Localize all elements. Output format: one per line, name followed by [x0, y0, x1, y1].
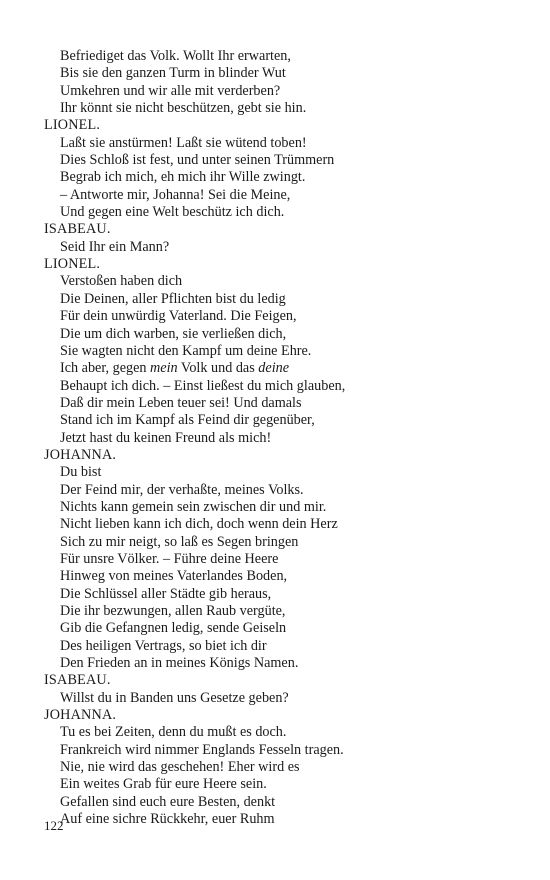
speaker-name: JOHANNA. — [44, 446, 117, 463]
verse-line: Nichts kann gemein sein zwischen dir und mir. — [60, 498, 327, 515]
verse-line: Für unsre Völker. – Führe deine Heere — [60, 550, 279, 567]
emphasized-word: mein — [150, 360, 178, 377]
speaker-name: JOHANNA. — [44, 707, 117, 724]
verse-line: Die um dich warben, sie verließen dich, — [60, 325, 287, 342]
verse-line: Tu es bei Zeiten, denn du mußt es doch. — [60, 724, 287, 741]
verse-line: Und gegen eine Welt beschütz ich dich. — [60, 204, 285, 221]
verse-line: Willst du in Banden uns Gesetze geben? — [60, 689, 289, 706]
verse-line: Der Feind mir, der verhaßte, meines Volks. — [60, 481, 304, 498]
play-text — [44, 48, 514, 828]
verse-line: – Antworte mir, Johanna! Sei die Meine, — [60, 186, 291, 203]
verse-line: Ihr könnt sie nicht beschützen, gebt sie hin. — [60, 100, 307, 117]
verse-line: Für dein unwürdig Vaterland. Die Feigen, — [60, 308, 297, 325]
verse-line: Seid Ihr ein Mann? — [60, 238, 170, 255]
verse-line: Sie wagten nicht den Kampf um deine Ehre. — [60, 342, 312, 359]
speaker-name: LIONEL. — [44, 117, 101, 134]
verse-line: Dies Schloß ist fest, und unter seinen Trümmern — [60, 152, 335, 169]
verse-line: Ein weites Grab für eure Heere sein. — [60, 776, 267, 793]
verse-line: Befriediget das Volk. Wollt Ihr erwarten, — [60, 48, 291, 64]
text-segment: Ich aber, gegen — [60, 360, 151, 377]
verse-line: Laßt sie anstürmen! Laßt sie wütend toben! — [60, 134, 307, 151]
verse-line: Auf eine sichre Rückkehr, euer Ruhm — [60, 811, 275, 828]
verse-line: Bis sie den ganzen Turm in blinder Wut — [60, 65, 286, 82]
speaker-name: ISABEAU. — [44, 672, 111, 689]
verse-line: Begrab ich mich, eh mich ihr Wille zwingt. — [60, 169, 306, 186]
verse-line: Frankreich wird nimmer Englands Fesseln tragen. — [60, 741, 344, 758]
verse-line: Verstoßen haben dich — [60, 273, 183, 290]
verse-line: Gefallen sind euch eure Besten, denkt — [60, 793, 276, 810]
verse-line: Nie, nie wird das geschehen! Eher wird es — [60, 759, 300, 776]
verse-line — [44, 360, 514, 377]
verse-line: Sich zu mir neigt, so laß es Segen bringen — [60, 533, 299, 550]
verse-line: Du bist — [60, 464, 102, 481]
verse-line: Nicht lieben kann ich dich, doch wenn dein Herz — [60, 516, 338, 533]
verse-line: Die Schlüssel aller Städte gib heraus, — [60, 585, 272, 602]
verse-line: Gib die Gefangnen ledig, sende Geiseln — [60, 620, 287, 637]
emphasized-word: deine — [258, 360, 290, 377]
verse-line: Umkehren und wir alle mit verderben? — [60, 82, 281, 99]
verse-line: Den Frieden an in meines Königs Namen. — [60, 655, 299, 672]
verse-line: Daß dir mein Leben teuer sei! Und damals — [60, 394, 302, 411]
verse-line: Hinweg von meines Vaterlandes Boden, — [60, 568, 288, 585]
verse-line: Stand ich im Kampf als Feind dir gegenüber, — [60, 412, 315, 429]
text-segment: Volk und das — [177, 360, 259, 377]
verse-line: Behaupt ich dich. – Einst ließest du mich glauben, — [60, 377, 346, 394]
page-number: 122 — [44, 818, 64, 833]
speaker-name: LIONEL. — [44, 256, 101, 273]
verse-line: Die Deinen, aller Pflichten bist du ledig — [60, 290, 286, 307]
speaker-name: ISABEAU. — [44, 221, 111, 238]
verse-line: Die ihr bezwungen, allen Raub vergüte, — [60, 603, 286, 619]
verse-line: Des heiligen Vertrags, so biet ich dir — [60, 637, 267, 654]
verse-line: Jetzt hast du keinen Freund als mich! — [60, 429, 272, 446]
